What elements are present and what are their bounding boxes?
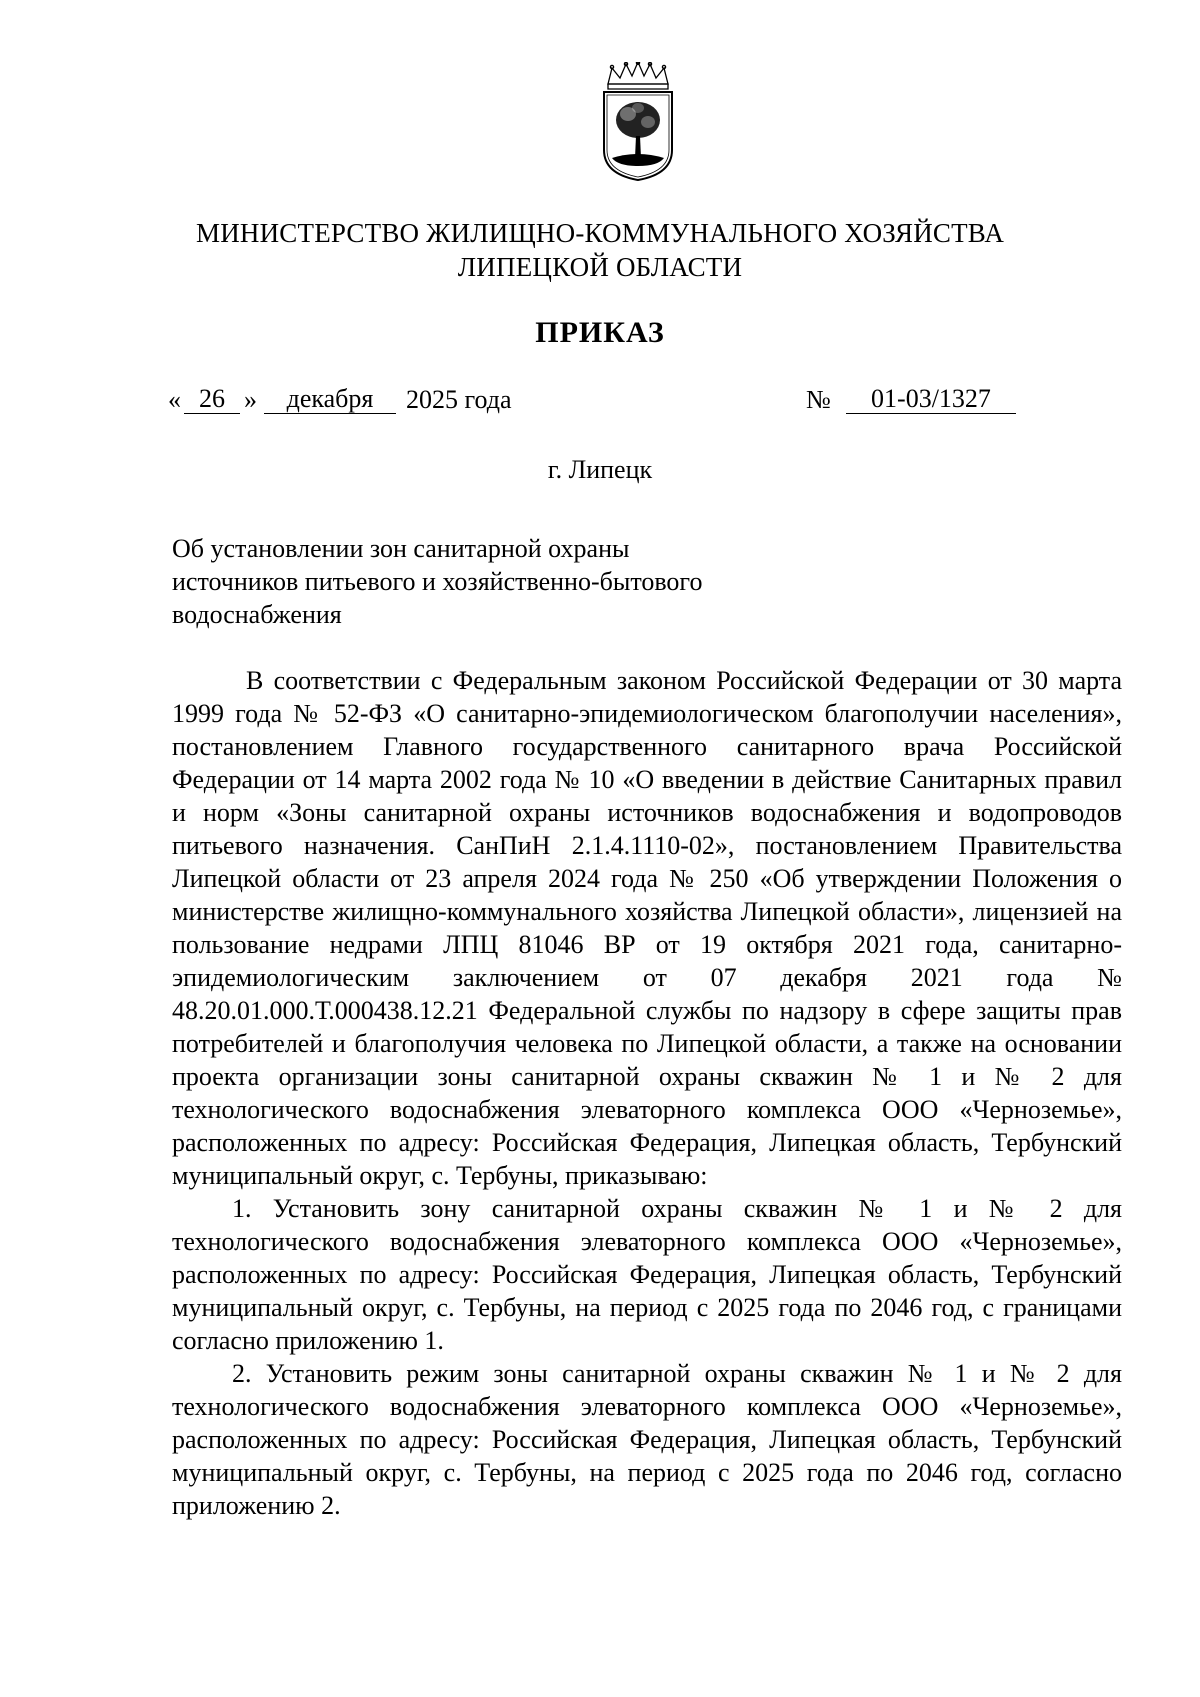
- city: г. Липецк: [547, 455, 653, 484]
- subject-line3: водоснабжения: [172, 600, 342, 629]
- ministry-name-line1: МИНИСТЕРСТВО ЖИЛИЩНО-КОММУНАЛЬНОГО ХОЗЯЙСТВА: [195, 218, 1005, 248]
- preamble-paragraph: В соответствии с Федеральным законом Российской Федерации от 30 марта 1999 года № 52-ФЗ «О санитарно-эпидемиологическом благополучии населения», постановлением Главного государственного санитарного врача Российской Федерации от 14 марта 2002 года № 10 «О введении в действие Санитарных правил и норм «Зоны санитарной охраны источников водоснабжения и водопроводов питьевого назначения. СанПиН 2.1.4.1110-02», постановлением Правительства Липецкой области от 23 апреля 2024 года № 250 «Об утверждении Положения о министерстве жилищно-коммунального хозяйства Липецкой области», лицензией на пользование недрами ЛПЦ 81046 ВР от 19 октября 2021 года, санитарно-эпидемиологическим заключением от 07 декабря 2021 года № 48.20.01.000.Т.000438.12.21 Федеральной службы по надзору в сфере защиты прав потребителей и благополучия человека по Липецкой области, а также на основании проекта организации зоны санитарной охраны скважин № 1 и № 2 для технологического водоснабжения элеваторного комплекса ООО «Черноземье», расположенных по адресу: Российская Федерация, Липецкая область, Тербунский муниципальный округ, с. Тербуны, приказываю:: [172, 666, 1122, 1190]
- date-month: декабря: [264, 385, 396, 414]
- subject-line1: Об установлении зон санитарной охраны: [172, 534, 630, 563]
- order-number: 01-03/1327: [846, 385, 1016, 414]
- number-sign: №: [806, 385, 831, 414]
- date-number-line: [0, 385, 1200, 421]
- date-day: 26: [184, 385, 240, 414]
- order-item-2: 2. Установить режим зоны санитарной охраны скважин № 1 и № 2 для технологического водоснабжения элеваторного комплекса ООО «Черноземье», расположенных по адресу: Российская Федерация, Липецкая область, Тербунский муниципальный округ, с. Тербуны, на период с 2025 года по 2046 год, согласно приложению 2.: [172, 1359, 1122, 1520]
- ministry-name-line2: ЛИПЕЦКОЙ ОБЛАСТИ: [457, 252, 743, 282]
- coat-of-arms-emblem: [598, 62, 678, 182]
- date-open-quote: «: [168, 385, 181, 414]
- order-body: [172, 664, 1122, 1522]
- document-type: ПРИКАЗ: [535, 316, 665, 349]
- order-item-1: 1. Установить зону санитарной охраны скважин № 1 и № 2 для технологического водоснабжения элеваторного комплекса ООО «Черноземье», расположенных по адресу: Российская Федерация, Липецкая область, Тербунский муниципальный округ, с. Тербуны, на период с 2025 года по 2046 год, с границами согласно приложению 1.: [172, 1194, 1122, 1355]
- order-subject: [172, 532, 872, 631]
- subject-line2: источников питьевого и хозяйственно-бытового: [172, 567, 703, 596]
- date-year: 2025 года: [406, 385, 512, 414]
- date-close-quote: »: [244, 385, 257, 414]
- ministry-name: [0, 216, 1200, 284]
